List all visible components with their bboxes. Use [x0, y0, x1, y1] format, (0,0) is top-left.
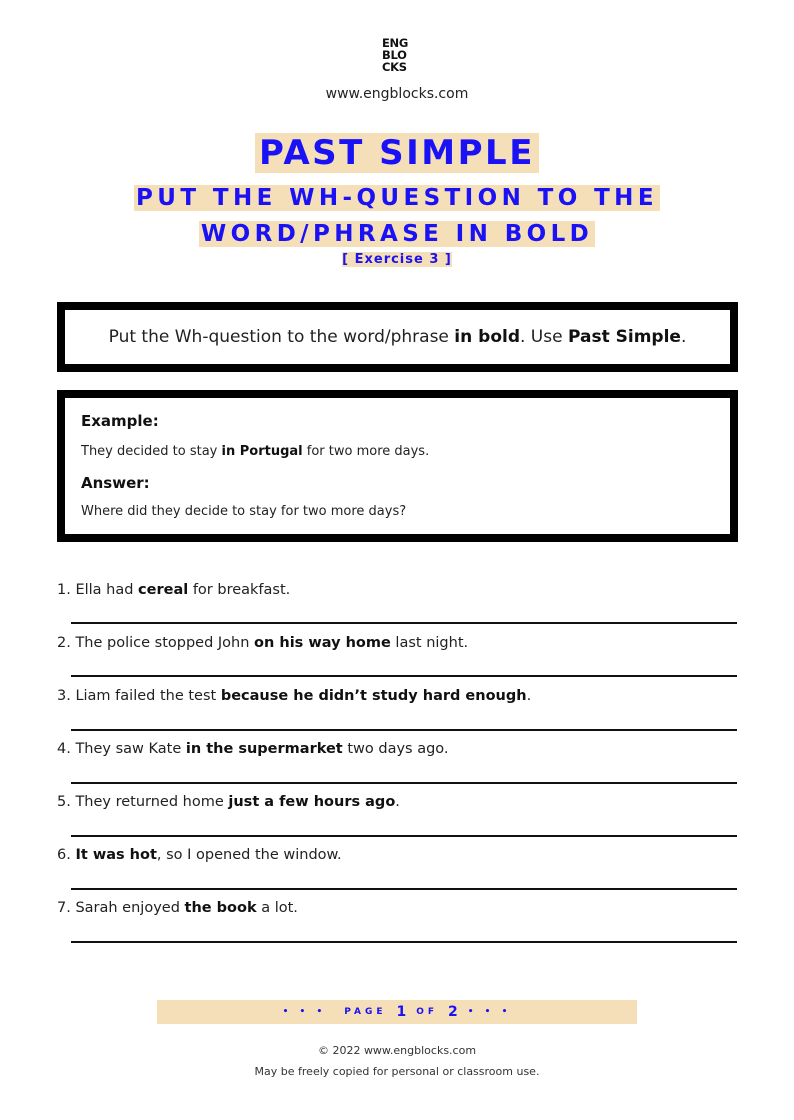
exercise-label	[0, 252, 794, 267]
example-sentence: They decided to stay in Portugal for two more days.	[81, 444, 430, 459]
page-title	[0, 133, 794, 173]
question-7: 7. Sarah enjoyed the book a lot.	[57, 900, 298, 916]
subtitle-line-2: WORD/PHRASE IN BOLD	[200, 221, 594, 247]
answer-line-1[interactable]	[71, 622, 737, 624]
of-word: OF	[416, 1007, 439, 1017]
engblocks-logo	[382, 37, 414, 73]
answer-line-4[interactable]	[71, 782, 737, 784]
copyright: © 2022 www.engblocks.com	[317, 1044, 477, 1057]
dots-left: • • •	[282, 1007, 327, 1017]
question-3: 3. Liam failed the test because he didn’t study hard enough.	[57, 688, 532, 704]
pagination-bar	[157, 1000, 637, 1024]
question-5: 5. They returned home just a few hours ago.	[57, 794, 400, 810]
logo-line-2: BLO	[382, 48, 407, 62]
dots-right: • • •	[467, 1007, 512, 1017]
answer-line-3[interactable]	[71, 729, 737, 731]
page-subtitle	[120, 180, 674, 252]
exercise-label-text: [ Exercise 3 ]	[342, 252, 452, 267]
example-label: Example:	[81, 412, 159, 430]
total-pages: 2	[448, 1004, 458, 1020]
answer-line-7[interactable]	[71, 941, 737, 943]
question-6: 6. It was hot, so I opened the window.	[57, 847, 342, 863]
current-page: 1	[396, 1004, 407, 1020]
site-url[interactable]: www.engblocks.com	[325, 86, 469, 102]
answer-line-6[interactable]	[71, 888, 737, 890]
title-text: PAST SIMPLE	[255, 133, 539, 173]
question-4: 4. They saw Kate in the supermarket two days ago.	[57, 741, 449, 757]
answer-sentence: Where did they decide to stay for two more days?	[81, 504, 407, 519]
instruction-box	[57, 302, 738, 372]
question-2: 2. The police stopped John on his way home last night.	[57, 635, 469, 651]
subtitle-line-1: PUT THE WH-QUESTION TO THE	[136, 185, 658, 211]
answer-line-5[interactable]	[71, 835, 737, 837]
answer-line-2[interactable]	[71, 675, 737, 677]
license-note: May be freely copied for personal or classroom use.	[254, 1065, 540, 1078]
question-1: 1. Ella had cereal for breakfast.	[57, 582, 291, 598]
instruction-text: Put the Wh-question to the word/phrase in bold. Use Past Simple.	[108, 327, 687, 347]
page-word: PAGE	[344, 1007, 387, 1017]
logo-line-3: CKS	[382, 60, 407, 74]
example-box	[57, 390, 738, 542]
answer-label: Answer:	[81, 474, 150, 492]
logo-line-1: ENG	[382, 36, 409, 50]
